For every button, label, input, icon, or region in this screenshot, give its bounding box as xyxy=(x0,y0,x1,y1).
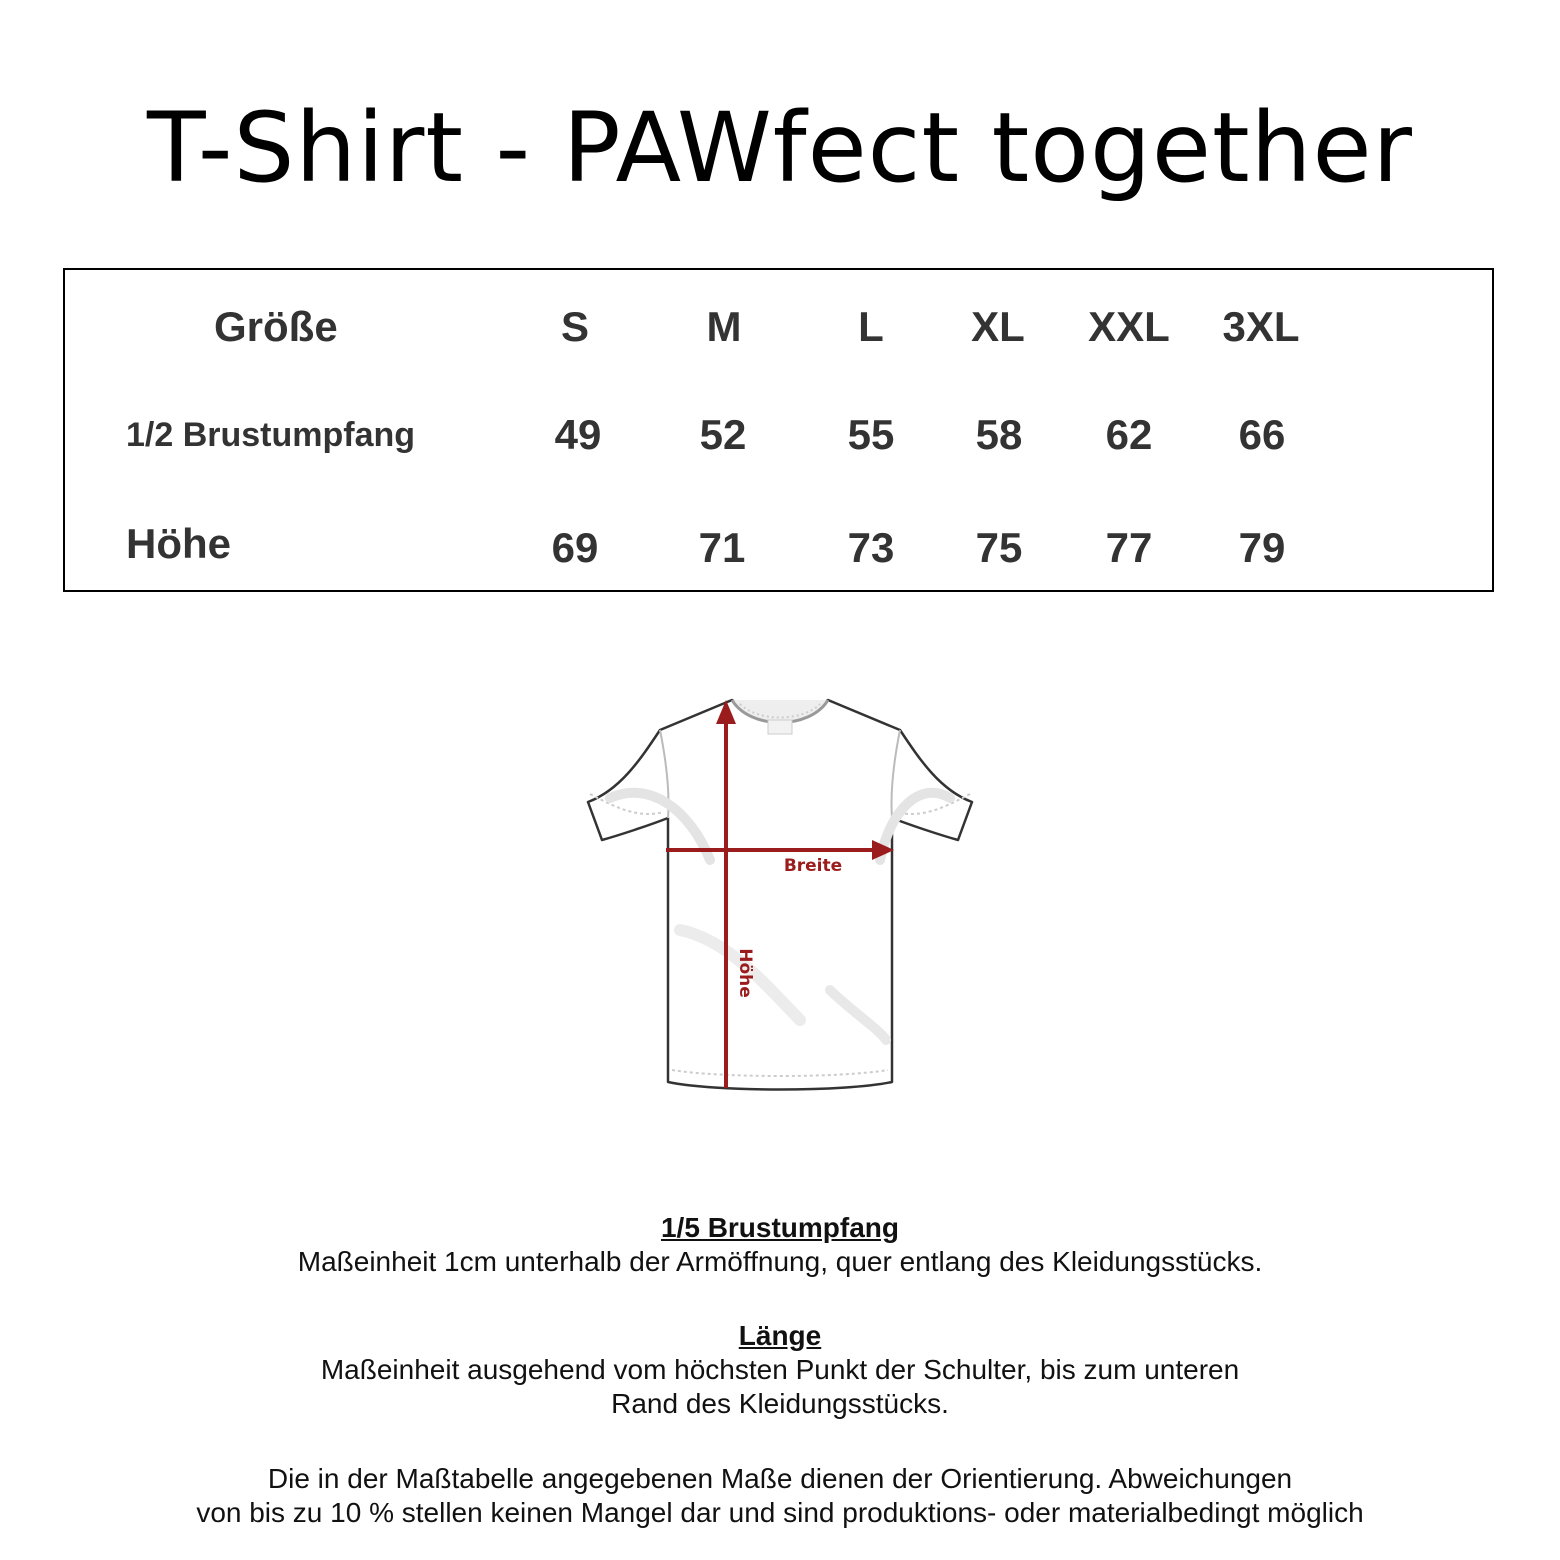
row-label-height: Höhe xyxy=(126,520,231,567)
notes-section-length xyxy=(0,1319,1560,1421)
width-label: Breite xyxy=(783,856,843,876)
chest-value-xxl: 62 xyxy=(1105,411,1153,458)
size-header-l: L xyxy=(858,303,884,350)
note-text-chest: Maßeinheit 1cm unterhalb der Armöffnung, quer entlang des Kleidungsstücks. xyxy=(297,1246,1263,1277)
disclaimer-line-2: von bis zu 10 % stellen keinen Mangel dar und sind produktions- oder materialbedingt möglich xyxy=(196,1497,1364,1528)
size-header-s: S xyxy=(560,303,590,350)
note-text-length-1: Maßeinheit ausgehend vom höchsten Punkt der Schulter, bis zum unteren xyxy=(320,1354,1240,1385)
page-title: T-Shirt - PAWfect together xyxy=(147,92,1413,204)
shirt-illustration xyxy=(580,690,980,1110)
chest-value-xl: 58 xyxy=(975,411,1023,458)
chest-value-m: 52 xyxy=(699,411,747,458)
disclaimer-line-1: Die in der Maßtabelle angegebenen Maße dienen der Orientierung. Abweichungen xyxy=(267,1463,1293,1494)
notes-disclaimer xyxy=(0,1462,1560,1530)
shirt-outline xyxy=(588,700,972,1090)
notes-section-chest xyxy=(0,1211,1560,1279)
chest-value-3xl: 66 xyxy=(1238,411,1286,458)
note-text-length-2: Rand des Kleidungsstücks. xyxy=(611,1388,949,1419)
height-label: Höhe xyxy=(735,948,755,998)
height-value-m: 71 xyxy=(698,524,746,571)
note-title-length: Länge xyxy=(738,1320,822,1351)
shirt-diagram xyxy=(580,690,980,1110)
size-header-3xl: 3XL xyxy=(1222,303,1300,350)
row-label-chest: 1/2 Brustumpfang xyxy=(126,416,416,454)
chest-value-s: 49 xyxy=(554,411,602,458)
size-header-xl: XL xyxy=(971,303,1025,350)
size-table xyxy=(63,268,1494,592)
note-title-chest: 1/5 Brustumpfang xyxy=(660,1212,900,1243)
height-value-s: 69 xyxy=(551,524,599,571)
height-value-l: 73 xyxy=(847,524,895,571)
neck-label xyxy=(768,720,792,734)
chest-value-l: 55 xyxy=(847,411,895,458)
height-value-3xl: 79 xyxy=(1238,524,1286,571)
height-value-xxl: 77 xyxy=(1105,524,1153,571)
size-header-xxl: XXL xyxy=(1088,303,1170,350)
height-value-xl: 75 xyxy=(975,524,1023,571)
size-header-label: Größe xyxy=(214,303,338,350)
size-header-m: M xyxy=(706,303,742,350)
